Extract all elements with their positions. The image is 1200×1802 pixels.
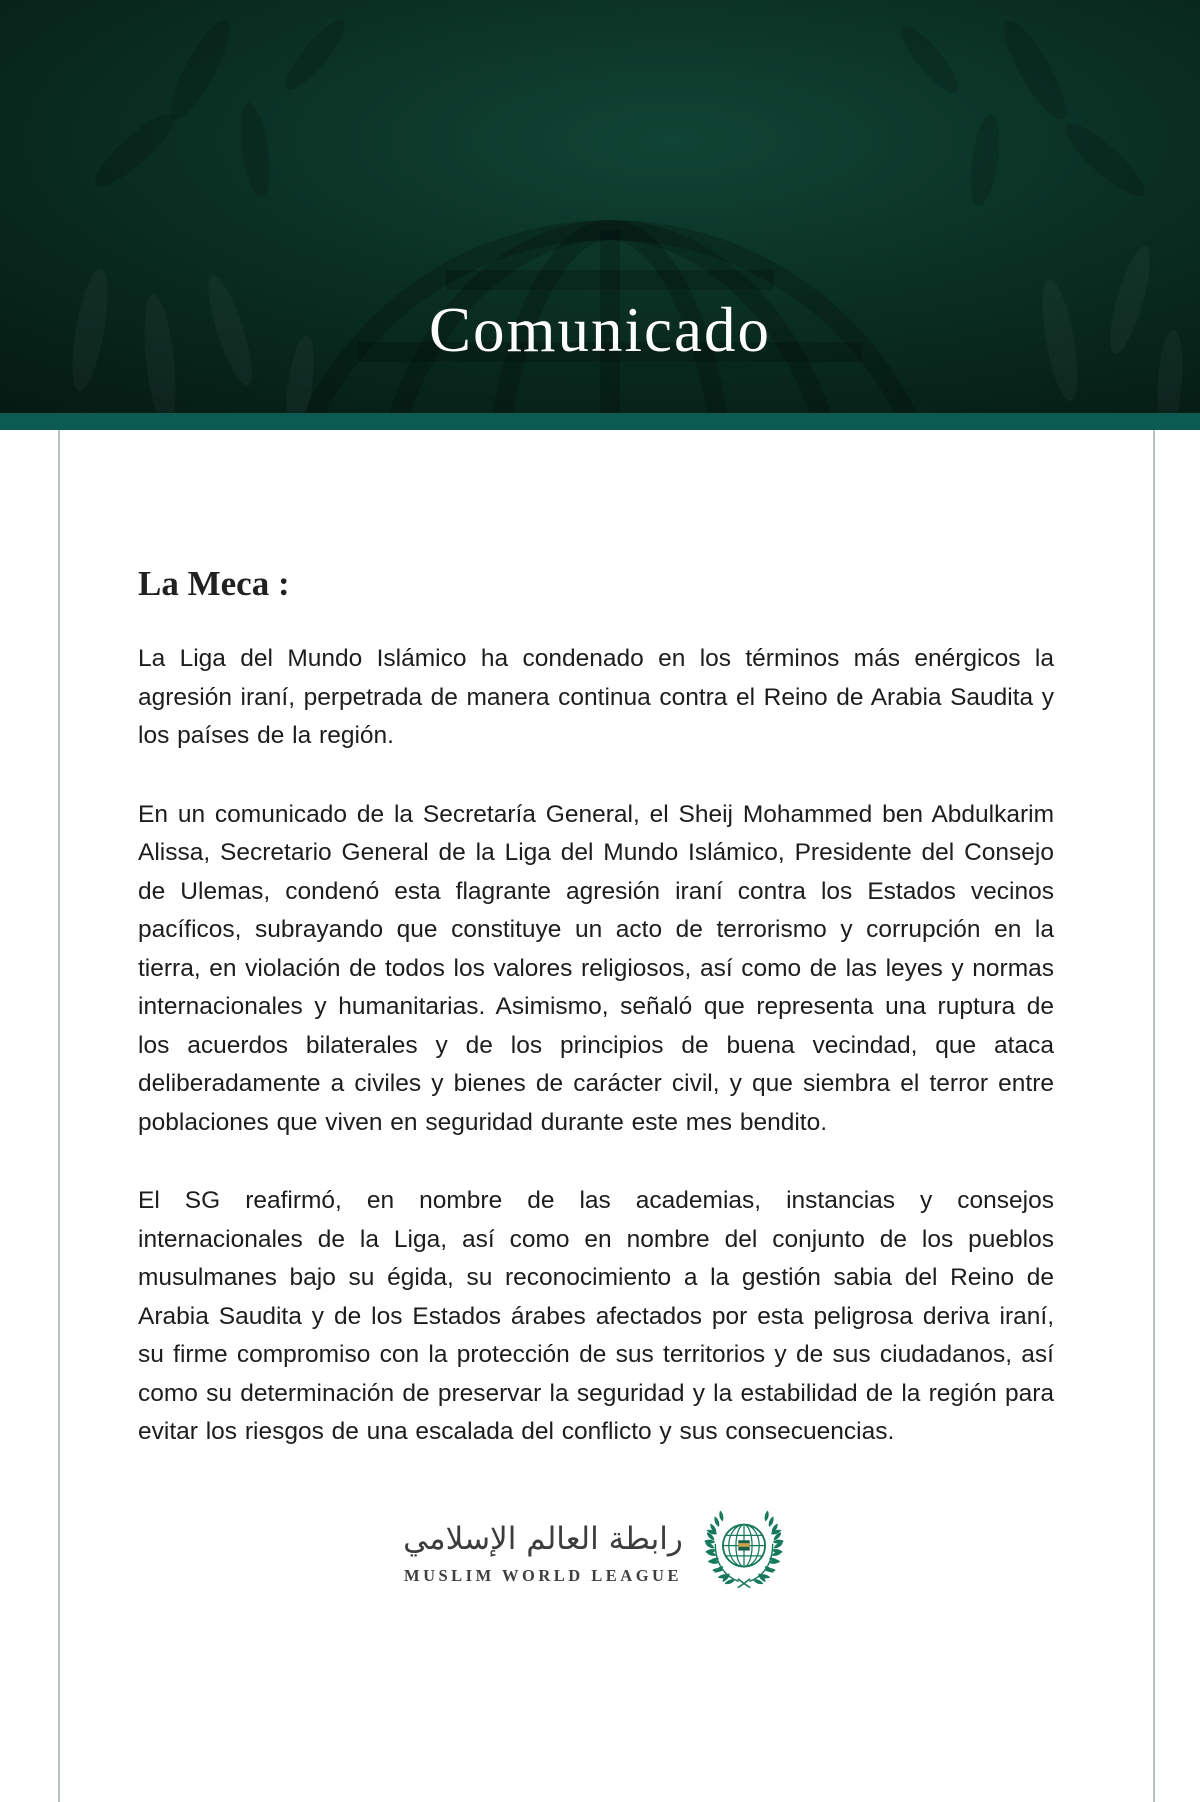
- paragraph: En un comunicado de la Secretaría General, el Sheij Mohammed ben Abdulkarim Alissa, Secretario General de la Liga del Mundo Islámico, Presidente del Consejo de Ulemas, condenó esta flagrante agresión iraní contra los Estados vecinos pacíficos, subrayando que constituye un acto de terrorismo y corrupción en la tierra, en violación de todos los valores religiosos, así como de las leyes y normas internacionales y humanitarias. Asimismo, señaló que representa una ruptura de los acuerdos bilaterales y de los principios de buena vecindad, que ataca deliberadamente a civiles y bienes de carácter civil, y que siembra el terror entre poblaciones que viven en seguridad durante este mes bendito.: [138, 800, 1054, 1136]
- logo-wordmark: [403, 1516, 683, 1586]
- article-body: [138, 430, 1054, 1594]
- paragraph: El SG reafirmó, en nombre de las academias, instancias y consejos internacionales de la Liga, así como en nombre del conjunto de los pueblos musulmanes bajo su égida, su reconocimiento a la gestión sabia del Reino de Arabia Saudita y de los Estados árabes afectados por esta peligrosa deriva iraní, su firme compromiso con la protección de sus territorios y de sus ciudadanos, así como su determinación de preservar la seguridad y la estabilidad de la región para evitar los riesgos de una escalada del conflicto y sus consecuencias.: [138, 1187, 1054, 1445]
- logo-org-name: MUSLIM WORLD LEAGUE: [404, 1565, 682, 1585]
- header-banner: [0, 0, 1200, 413]
- right-frame-rule: [1153, 430, 1155, 1802]
- paragraph: La Liga del Mundo Islámico ha condenado en los términos más enérgicos la agresión iraní, perpetrada de manera continua contra el Reino de Arabia Saudita y los países de la región.: [138, 645, 1054, 749]
- logo-arabic-calligraphy: رابطة العالم الإسلامي: [403, 1520, 683, 1557]
- dateline-heading: La Meca :: [138, 564, 290, 603]
- organization-logo: [138, 1508, 1054, 1594]
- gold-accent-bar: [123, 0, 1066, 14]
- left-frame-rule: [58, 430, 60, 1802]
- page-title: Comunicado: [429, 295, 771, 365]
- teal-divider-band: [0, 413, 1200, 430]
- globe-laurel-wreath-icon: [699, 1508, 789, 1594]
